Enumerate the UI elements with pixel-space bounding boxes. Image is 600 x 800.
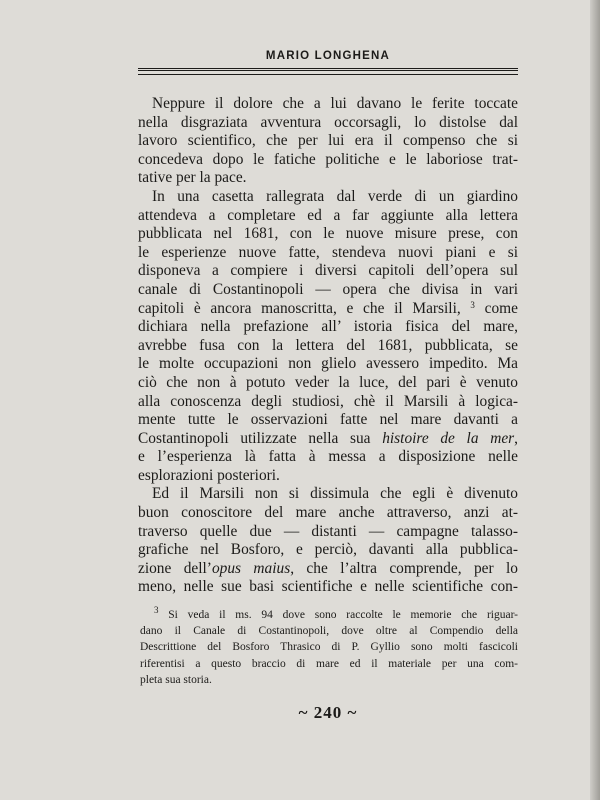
text-line: pubblicata nel 1681, con le nuove misure prese, con [138,225,518,243]
text-line: ciò che non à potuto veder la luce, del pari è venuto [138,373,518,391]
header-rule-thin [138,74,518,75]
page-number: ~ 240 ~ [298,703,358,722]
footnote [140,607,518,688]
page-edge-shadow [590,0,600,800]
text-line: alla conoscenza degli studiosi, chè il Marsili à logica- [138,392,518,410]
text-line: attendeva a completare ed a far aggiunte alla lettera [138,206,518,224]
text-fragment: come [484,299,518,317]
text-line: e l’esperienza là fatta à messa a disposizione nelle [138,448,518,466]
text-line: In una casetta rallegrata dal verde di un giardino [152,187,518,205]
footnote-ref: 3 [470,299,475,310]
text-line: mente tutte le osservazioni fatte nel mare davanti a [138,411,518,429]
text-line: dichiara nella prefazione all’ istoria fisica del mare, [138,318,518,336]
italic-title: opus maius [211,559,291,577]
footnote-line [140,607,518,623]
text-line: disponeva a compiere i diversi capitoli dell’opera sul [138,262,518,280]
text-line [138,430,518,449]
text-line: buon conoscitore del mare anche attraverso, anzi at- [138,504,518,522]
text-line: grafiche nel Bosforo, e perciò, davanti alla pubblica- [138,541,518,559]
footnote-line: pleta sua storia. [140,673,212,686]
text-fragment: , che l’altra comprende, per lo [290,559,518,577]
text-line: Ed il Marsili non si dissimula che egli è divenuto [152,485,518,503]
text-line: Neppure il dolore che a lui davano le ferite toccate [152,95,518,112]
footnote-number: 3 [154,605,159,615]
text-line: le esperienze nuove fatte, stendeva nuovi piani e si [138,243,518,261]
italic-title: histoire de la mer [382,429,515,447]
header-rule [138,68,518,71]
text-fragment: , [514,429,518,447]
text-line: avrebbe fusa con la lettera del 1681, pubblicata, se [138,336,518,354]
text-line: meno, nelle sue basi scientifiche e nelle scientifiche con- [138,578,518,596]
text-line: concedeva dopo le fatiche politiche e le laboriose trat- [138,150,518,168]
text-fragment: zione dell’ [138,559,212,577]
text-line [138,560,518,579]
text-line: traverso quelle due — distanti — campagne talasso- [138,522,518,540]
text-line: lavoro scientifico, che per lui era il compenso che si [138,132,518,150]
footnote-line: Descrittione del Bosforo Thrasico di P. Gyllio sono molti fascicoli [140,641,518,654]
text-line: tative per la pace. [138,169,247,187]
text-line: nella disgraziata avventura occorsagli, lo distolse dal [138,113,518,131]
text-line: esplorazioni posteriori. [138,466,280,484]
footnote-line: dano il Canale di Costantinopoli, dove oltre al Compendio della [140,625,518,638]
text-line: canale di Costantinopoli — opera che divisa in vari [138,280,518,298]
body-text [138,95,518,597]
running-head: MARIO LONGHENA [265,50,391,62]
text-fragment: capitoli è ancora manoscritta, e che il Marsili, [138,299,461,317]
text-fragment: Costantinopoli utilizzate nella sua [138,429,371,447]
text-line [138,300,518,319]
text-fragment: Si veda il ms. 94 dove sono raccolte le memorie che riguar- [168,609,519,621]
text-line: le molte occupazioni non glielo avessero impedito. Ma [138,355,518,373]
footnote-line: riferentisi a questo braccio di mare ed il materiale per una com- [140,657,518,670]
